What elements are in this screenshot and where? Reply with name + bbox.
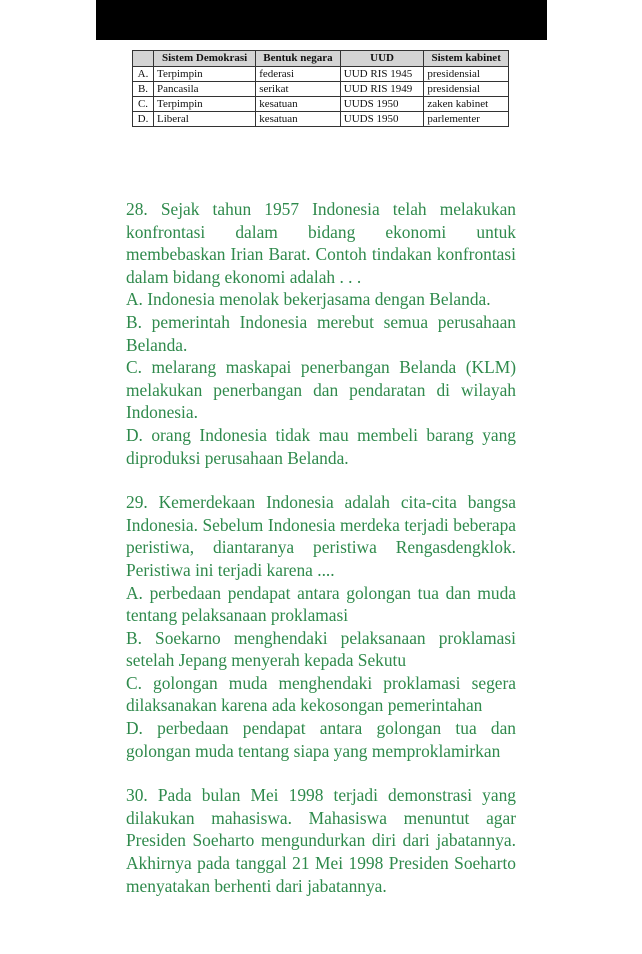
question-29: [126, 491, 516, 762]
question-list: [126, 198, 516, 919]
table-header-bentuk-negara: Bentuk negara: [256, 51, 341, 67]
option-c: C. melarang maskapai penerbangan Belanda (KLM) melakukan penerbangan dan pendaratan di wilayah Indonesia.: [126, 357, 516, 423]
answer-options-table: [132, 50, 509, 127]
option-d: D. perbedaan pendapat antara golongan tua dan golongan muda tentang siapa yang memproklamirkan: [126, 718, 516, 761]
table-cell: serikat: [256, 82, 341, 97]
table-cell: zaken kabinet: [424, 97, 509, 112]
question-28: [126, 198, 516, 469]
table-row: [133, 97, 509, 112]
table-cell: Liberal: [154, 112, 256, 127]
question-text: 29. Kemerdekaan Indonesia adalah cita-cita bangsa Indonesia. Sebelum Indonesia merdeka terjadi beberapa peristiwa, diantaranya peristiwa Rengasdengklok. Peristiwa ini terjadi karena ....: [126, 492, 516, 580]
table-cell: UUD RIS 1949: [340, 82, 424, 97]
option-b: B. pemerintah Indonesia merebut semua perusahaan Belanda.: [126, 311, 516, 355]
option-d: D. orang Indonesia tidak mau membeli barang yang diproduksi perusahaan Belanda.: [126, 424, 516, 468]
question-text: 28. Sejak tahun 1957 Indonesia telah melakukan konfrontasi dalam bidang ekonomi untuk membebaskan Irian Barat. Contoh tindakan konfrontasi dalam bidang ekonomi adalah . . .: [126, 199, 516, 287]
option-a: A. perbedaan pendapat antara golongan tua dan muda tentang pelaksanaan proklamasi: [126, 582, 516, 626]
table-cell: kesatuan: [256, 97, 341, 112]
option-a: A. Indonesia menolak bekerjasama dengan Belanda.: [126, 289, 491, 310]
table-cell: A.: [133, 67, 154, 82]
table-cell: UUDS 1950: [340, 97, 424, 112]
question-30: [126, 784, 516, 897]
table-cell: Pancasila: [154, 82, 256, 97]
table-header-letter: [133, 51, 154, 67]
option-c: C. golongan muda menghendaki proklamasi segera dilaksanakan karena ada kekosongan pemerintahan: [126, 672, 516, 716]
table-cell: presidensial: [424, 67, 509, 82]
question-text: 30. Pada bulan Mei 1998 terjadi demonstrasi yang dilakukan mahasiswa. Mahasiswa menuntut agar Presiden Soeharto mengundurkan diri dari jabatannya. Akhirnya pada tanggal 21 Mei 1998 Presiden Soeharto menyatakan berhenti dari jabatannya.: [126, 785, 516, 896]
table-header-row: [133, 51, 509, 67]
table-cell: D.: [133, 112, 154, 127]
table-cell: kesatuan: [256, 112, 341, 127]
table-cell: Terpimpin: [154, 67, 256, 82]
table-row: [133, 67, 509, 82]
table-row: [133, 112, 509, 127]
table-cell: B.: [133, 82, 154, 97]
table-cell: federasi: [256, 67, 341, 82]
table-header-uud: UUD: [340, 51, 424, 67]
table-cell: parlementer: [424, 112, 509, 127]
table-header-sistem-kabinet: Sistem kabinet: [424, 51, 509, 67]
table-cell: UUDS 1950: [340, 112, 424, 127]
table-cell: Terpimpin: [154, 97, 256, 112]
redacted-header-bar: [96, 0, 547, 40]
table-header-sistem-demokrasi: Sistem Demokrasi: [154, 51, 256, 67]
table-cell: presidensial: [424, 82, 509, 97]
option-b: B. Soekarno menghendaki pelaksanaan proklamasi setelah Jepang menyerah kepada Sekutu: [126, 627, 516, 671]
table-cell: UUD RIS 1945: [340, 67, 424, 82]
table-row: [133, 82, 509, 97]
table-cell: C.: [133, 97, 154, 112]
